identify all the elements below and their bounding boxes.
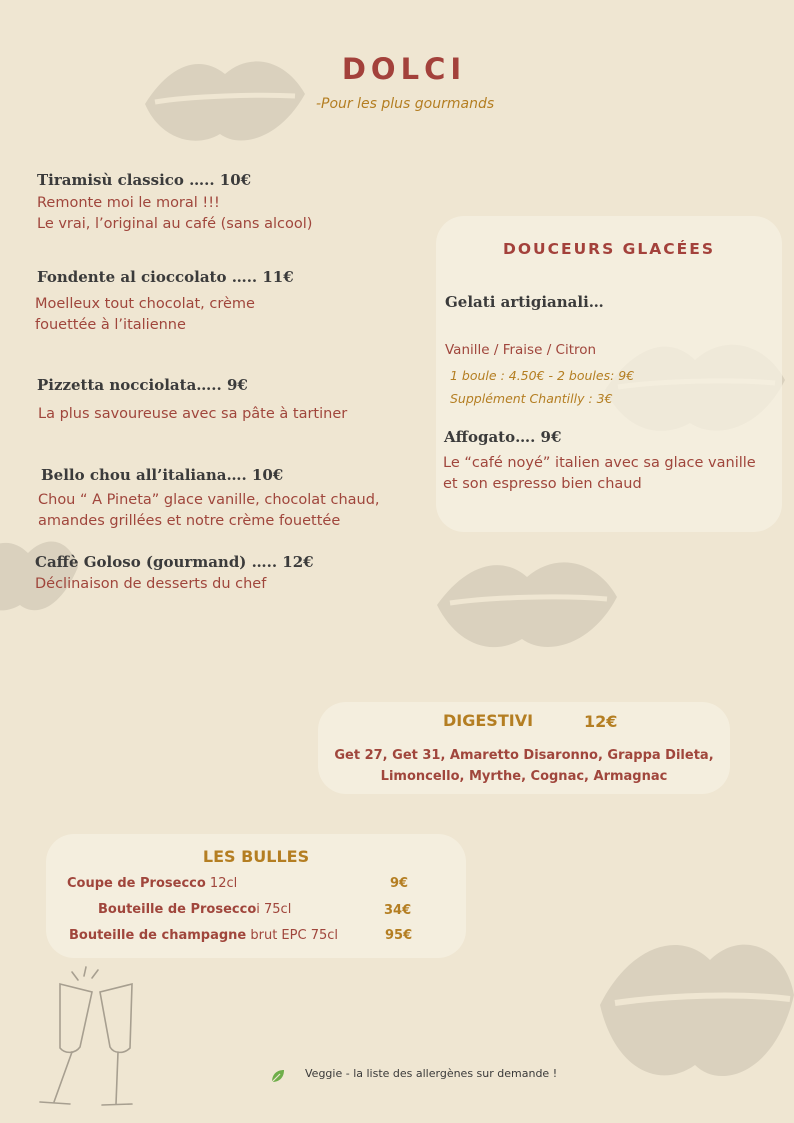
bubble-item-price: 34€ [384, 903, 412, 918]
dessert-description: La plus savoureuse avec sa pâte à tartiner [38, 406, 348, 422]
bubble-item-detail: i 75cl [256, 902, 292, 917]
dessert-description: fouettée à l’italienne [35, 317, 186, 333]
dessert-item [35, 553, 314, 595]
dessert-description: Moelleux tout chocolat, crème [35, 296, 255, 312]
dessert-description: Chou “ A Pineta” glace vanille, chocolat chaud, [38, 492, 380, 508]
allergen-note: Veggie - la liste des allergènes sur demande ! [305, 1067, 558, 1080]
bubble-item [98, 902, 291, 917]
gelati-prices: 1 boule : 4.50€ - 2 boules: 9€ [450, 368, 635, 383]
bubble-item-name: Bouteille de Prosecco [98, 902, 257, 917]
dessert-description: amandes grillées et notre crème fouettée [38, 513, 341, 529]
digestivi-line: Get 27, Get 31, Amaretto Disaronno, Grappa Dileta, [334, 748, 714, 763]
dessert-name: Pizzetta nocciolata….. 9€ [37, 376, 248, 394]
leaf-icon [270, 1068, 286, 1084]
gelati-flavours: Vanille / Fraise / Citron [445, 342, 597, 358]
bubble-item-price: 9€ [390, 876, 409, 891]
dessert-description: Déclinaison de desserts du chef [35, 576, 267, 592]
dessert-item [37, 171, 312, 235]
dessert-item [35, 268, 294, 336]
affogato-desc-line: Le “café noyé” italien avec sa glace vanille [443, 455, 756, 471]
affogato-desc-line: et son espresso bien chaud [443, 476, 642, 492]
chantilly-supplement: Supplément Chantilly : 3€ [450, 391, 613, 406]
lips-decoration-bottom [590, 915, 794, 1095]
dessert-item [38, 466, 380, 532]
section-title-douceurs: DOUCEURS GLACÉES [503, 240, 715, 258]
bubble-item-price: 95€ [385, 928, 413, 943]
gelati-name: Gelati artigianali… [445, 293, 604, 311]
bubble-item-detail: brut EPC 75cl [246, 928, 338, 943]
dessert-name: Fondente al cioccolato ….. 11€ [37, 268, 294, 286]
page-subtitle: -Pour les plus gourmands [316, 96, 495, 112]
bubble-item-name: Coupe de Prosecco [67, 876, 206, 891]
lips-decoration-middle [432, 545, 622, 660]
digestivi-price: 12€ [584, 712, 618, 731]
section-title-digestivi: DIGESTIVI [443, 711, 534, 730]
section-title-bulles: LES BULLES [202, 847, 310, 866]
dessert-name: Caffè Goloso (gourmand) ….. 12€ [35, 553, 314, 571]
dessert-name: Tiramisù classico ….. 10€ [37, 171, 252, 189]
bubble-item [69, 928, 338, 943]
dessert-name: Bello chou all’italiana…. 10€ [41, 466, 284, 484]
affogato-name: Affogato…. 9€ [444, 428, 562, 446]
digestivi-line: Limoncello, Myrthe, Cognac, Armagnac [380, 769, 668, 784]
dessert-item [37, 376, 347, 425]
bubble-item-name: Bouteille de champagne [69, 928, 247, 943]
bubble-item-detail: 12cl [205, 876, 238, 891]
affogato-description [443, 453, 756, 495]
dessert-description: Remonte moi le moral !!! [37, 195, 220, 211]
dessert-description: Le vrai, l’original au café (sans alcool) [37, 216, 313, 232]
page-title: DOLCI [341, 52, 467, 86]
bubble-item [67, 876, 237, 891]
champagne-glasses-icon [20, 962, 150, 1112]
digestivi-list [318, 745, 730, 787]
